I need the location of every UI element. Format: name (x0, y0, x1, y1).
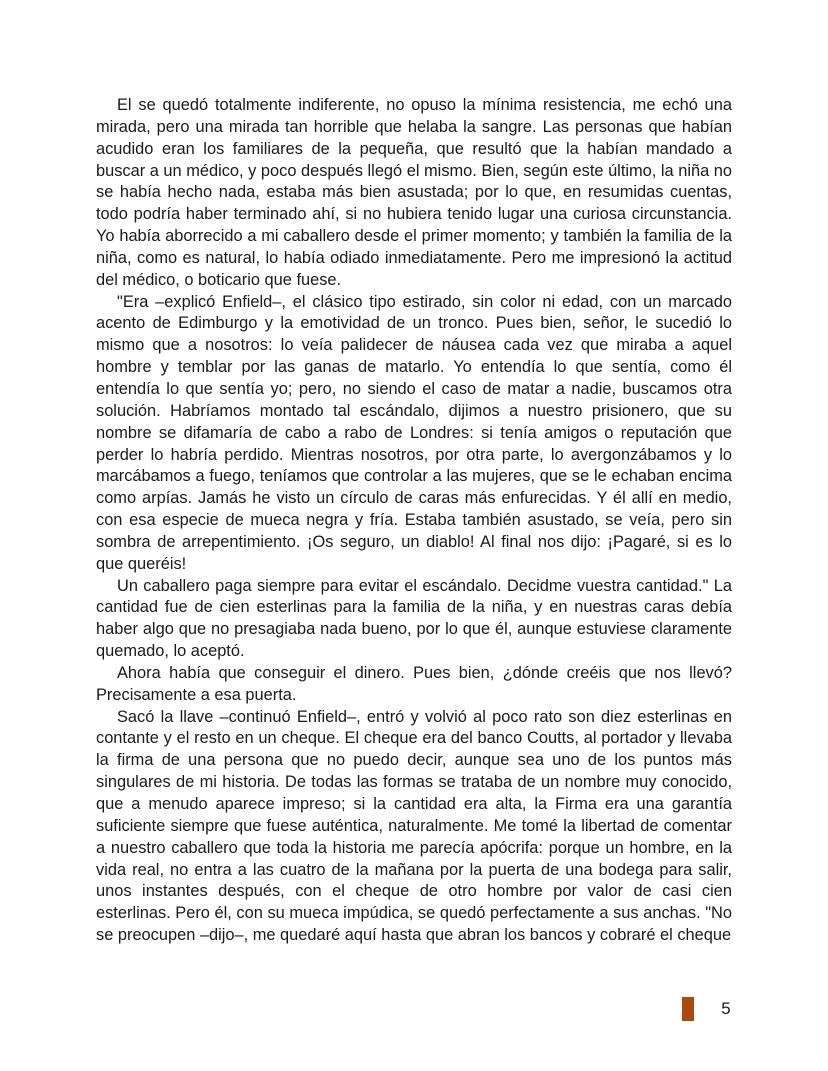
paragraph-4: Ahora había que conseguir el dinero. Pues bien, ¿dónde creéis que nos llevó? Precisamente a esa puerta. (96, 663, 732, 704)
body-text (96, 95, 732, 947)
page-number: 5 (721, 999, 731, 1018)
page-marker-icon (682, 997, 694, 1021)
paragraph-2: "Era –explicó Enfield–, el clásico tipo estirado, sin color ni edad, con un marcado acento de Edimburgo y la emotividad de un tronco. Pues bien, señor, le sucedió lo mismo que a nosotros: lo veía palidecer de náusea cada vez que miraba a aquel hombre y temblar por las ganas de matarlo. Yo entendía lo que sentía, como él entendía lo que sentía yo; pero, no siendo el caso de matar a nadie, buscamos otra solución. Habríamos montado tal escándalo, dijimos a nuestro prisionero, que su nombre se difamaría de cabo a rabo de Londres: si tenía amigos o reputación que perder lo habría perdido. Mientras nosotros, por otra parte, lo avergonzábamos y lo marcábamos a fuego, teníamos que controlar a las mujeres, que se le echaban encima como arpías. Jamás he visto un círculo de caras más enfurecidas. Y él allí en medio, con esa especie de mueca negra y fría. Estaba también asustado, se veía, pero sin sombra de arrepentimiento. ¡Os seguro, un diablo! Al final nos dijo: ¡Pagaré, si es lo que queréis! (96, 292, 732, 573)
paragraph-1: El se quedó totalmente indiferente, no opuso la mínima resistencia, me echó una mirada, pero una mirada tan horrible que helaba la sangre. Las personas que habían acudido eran los familiares de la pequeña, que resultó que la habían mandado a buscar a un médico, y poco después llegó el mismo. Bien, según este último, la niña no se había hecho nada, estaba más bien asustada; por lo que, en resumidas cuentas, todo podría haber terminado ahí, si no hubiera tenido lugar una curiosa circunstancia. Yo había aborrecido a mi caballero desde el primer momento; y también la familia de la niña, como es natural, lo había odiado inmediatamente. Pero me impresionó la actitud del médico, o boticario que fuese. (96, 96, 732, 289)
paragraph-5: Sacó la llave –continuó Enfield–, entró y volvió al poco rato son diez esterlinas en contante y el resto en un cheque. El cheque era del banco Coutts, al portador y llevaba la firma de una persona que no puedo decir, aunque sea uno de los puntos más singulares de mi historia. De todas las formas se trataba de un nombre muy conocido, que a menudo aparece impreso; si la cantidad era alta, la Firma era una garantía suficiente siempre que fuese auténtica, naturalmente. Me tomé la libertad de comentar a nuestro caballero que toda la historia me parecía apócrifa: porque un hombre, en la vida real, no entra a las cuatro de la mañana por la puerta de una bodega para salir, unos instantes después, con el cheque de otro hombre por valor de casi cien esterlinas. Pero él, con su mueca impúdica, se quedó perfectamente a sus anchas. "No se preocupen –dijo–, me quedaré aquí hasta que abran los bancos y cobraré el cheque (96, 707, 732, 945)
paragraph-3: Un caballero paga siempre para evitar el escándalo. Decidme vuestra cantidad." La cantidad fue de cien esterlinas para la familia de la niña, y en nuestras caras debía haber algo que no presagiaba nada bueno, por lo que él, aunque estuviese claramente quemado, lo aceptó. (96, 576, 732, 661)
